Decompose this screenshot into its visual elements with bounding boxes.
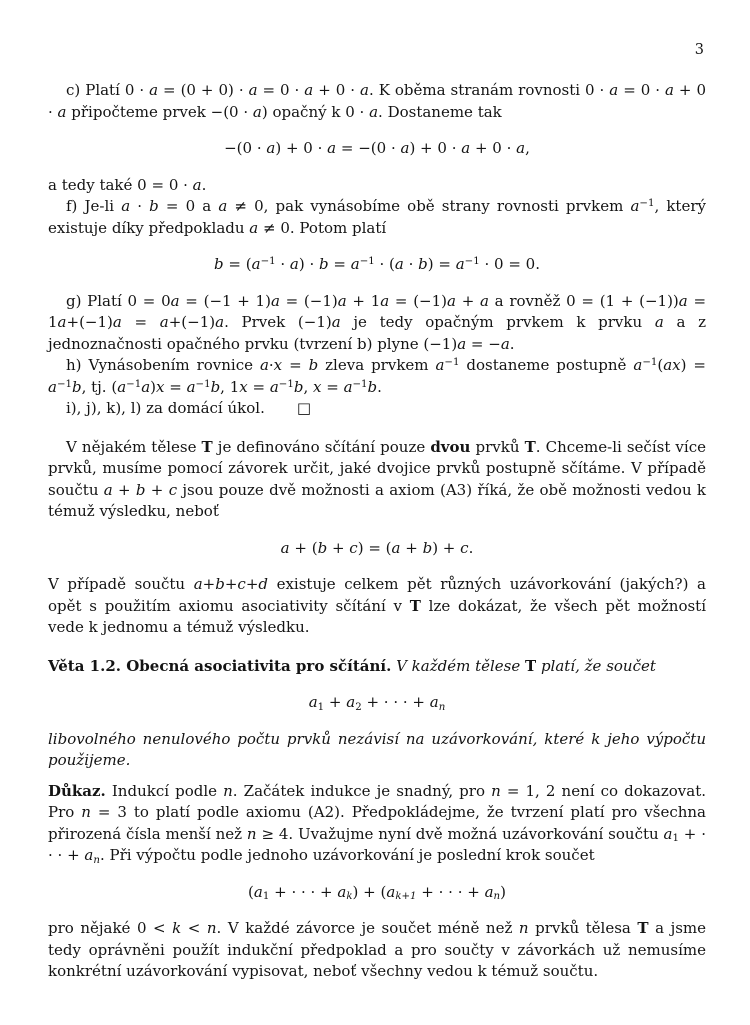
paragraph-addition-intro: V nějakém tělese T je definováno sčítání pouze dvou prvků T. Chceme-li sečíst více prvků, musíme pomocí závorek určit, jaké dvojice prvků postupně sčítáme. V případě součtu a + b + c jsou pouze dvě možnosti a axiom (A3) říká, že obě možnosti vedou k témuž výsledku, neboť bbox=[48, 437, 707, 520]
equation-associativity: a + (b + c) = (a + b) + c. bbox=[280, 538, 474, 557]
equation-zero-times-a: −(0 · a) + 0 · a = −(0 · a) + 0 · a + 0 · a, bbox=[224, 139, 530, 157]
paragraph-item-c: c) Platí 0 · a = (0 + 0) · a = 0 · a + 0 · a. K oběma stranám rovnosti 0 · a = 0 · a + 0 · a připočteme prvek −(0 · a) opačný k 0 · a. Dostaneme tak bbox=[48, 81, 707, 121]
equation-sum-a1-an: $a_1 + a_2$ + · · · + $a_n$ bbox=[308, 693, 446, 713]
paragraph-item-h: h) Vynásobením rovnice a·x = b zleva prvkem $a^{-1}$ dostaneme postupně $a^{-1}(ax) = a^{-1}b$, tj. $(a^{-1}a)x = a^{-1}b$, $1x = a^{-1}b$, $x = a^{-1}b$. bbox=[48, 356, 706, 396]
page-number: 3 bbox=[694, 42, 704, 58]
qed-square-icon: □ bbox=[296, 399, 312, 417]
equation-b-equals-zero: $b = (a^{-1} \cdot a) \cdot b = a^{-1} \cdot (a \cdot b) = a^{-1} \cdot 0 = 0$. bbox=[214, 255, 540, 273]
paragraph-item-f: f) Je-li a · b = 0 a a ≠ 0, pak vynásobíme obě strany rovnosti prvkem $a^{-1}$, který existuje díky předpokladu a ≠ 0. Potom platí bbox=[48, 197, 706, 237]
text-column bbox=[48, 80, 706, 983]
equation-split-sum: ($a_1$ + · · · + $a_k) + (a_{k+1}$ + · · · + $a_n$) bbox=[248, 882, 506, 903]
paragraph-homework bbox=[48, 398, 706, 420]
proof-paragraph: Důkaz. Indukcí podle n. Začátek indukce je snadný, pro n = 1, 2 není co dokazovat. Pro n = 3 to platí podle axiomu (A2). Předpokládejme, že tvrzení platí pro všechna přirozená čísla menší než n ≥ 4. Uvažujme nyní dvě možná uzávorkování součtu $a_1$ + · · · + $a_n$. Při výpočtu podle jednoho uzávorkování je poslední krok součet bbox=[48, 781, 707, 866]
homework-text: i), j), k), l) za domácí úkol. bbox=[66, 399, 265, 417]
paragraph-proof-conclusion: pro nějaké 0 < k < n. V každé závorce je součet méně než n prvků tělesa T a jsme tedy oprávněni použít indukční předpoklad a pro součty v závorkách už nemusíme konkrétní uzávorkování vypisovat, neboť všechny vedou k témuž součtu. bbox=[48, 919, 707, 980]
theorem-continuation: libovolného nenulového počtu prvků nezávisí na uzávorkování, které k jeho výpočtu použijeme. bbox=[48, 729, 706, 769]
paragraph-five-bracketings: V případě součtu a+b+c+d existuje celkem pět různých uzávorkování (jakých?) a opět s použitím axiomu asociativity sčítání v T lze dokázat, že všech pět možností vede k jednomu a témuž výsledku. bbox=[48, 575, 707, 636]
theorem-heading: Věta 1.2. Obecná asociativita pro sčítání. V každém tělese T platí, že součet bbox=[48, 656, 656, 675]
paragraph-item-c-conclusion: a tedy také 0 = 0 · a. bbox=[48, 175, 207, 194]
paragraph-item-g: g) Platí 0 = 0a = (−1 + 1)a = (−1)a + 1a = (−1)a + a a rovněž 0 = (1 + (−1))a = 1a+(−1)a = a+(−1)a. Prvek (−1)a je tedy opačným prvkem k prvku a a z jednoznačnosti opačného prvku (tvrzení b) plyne (−1)a = −a. bbox=[48, 291, 707, 353]
